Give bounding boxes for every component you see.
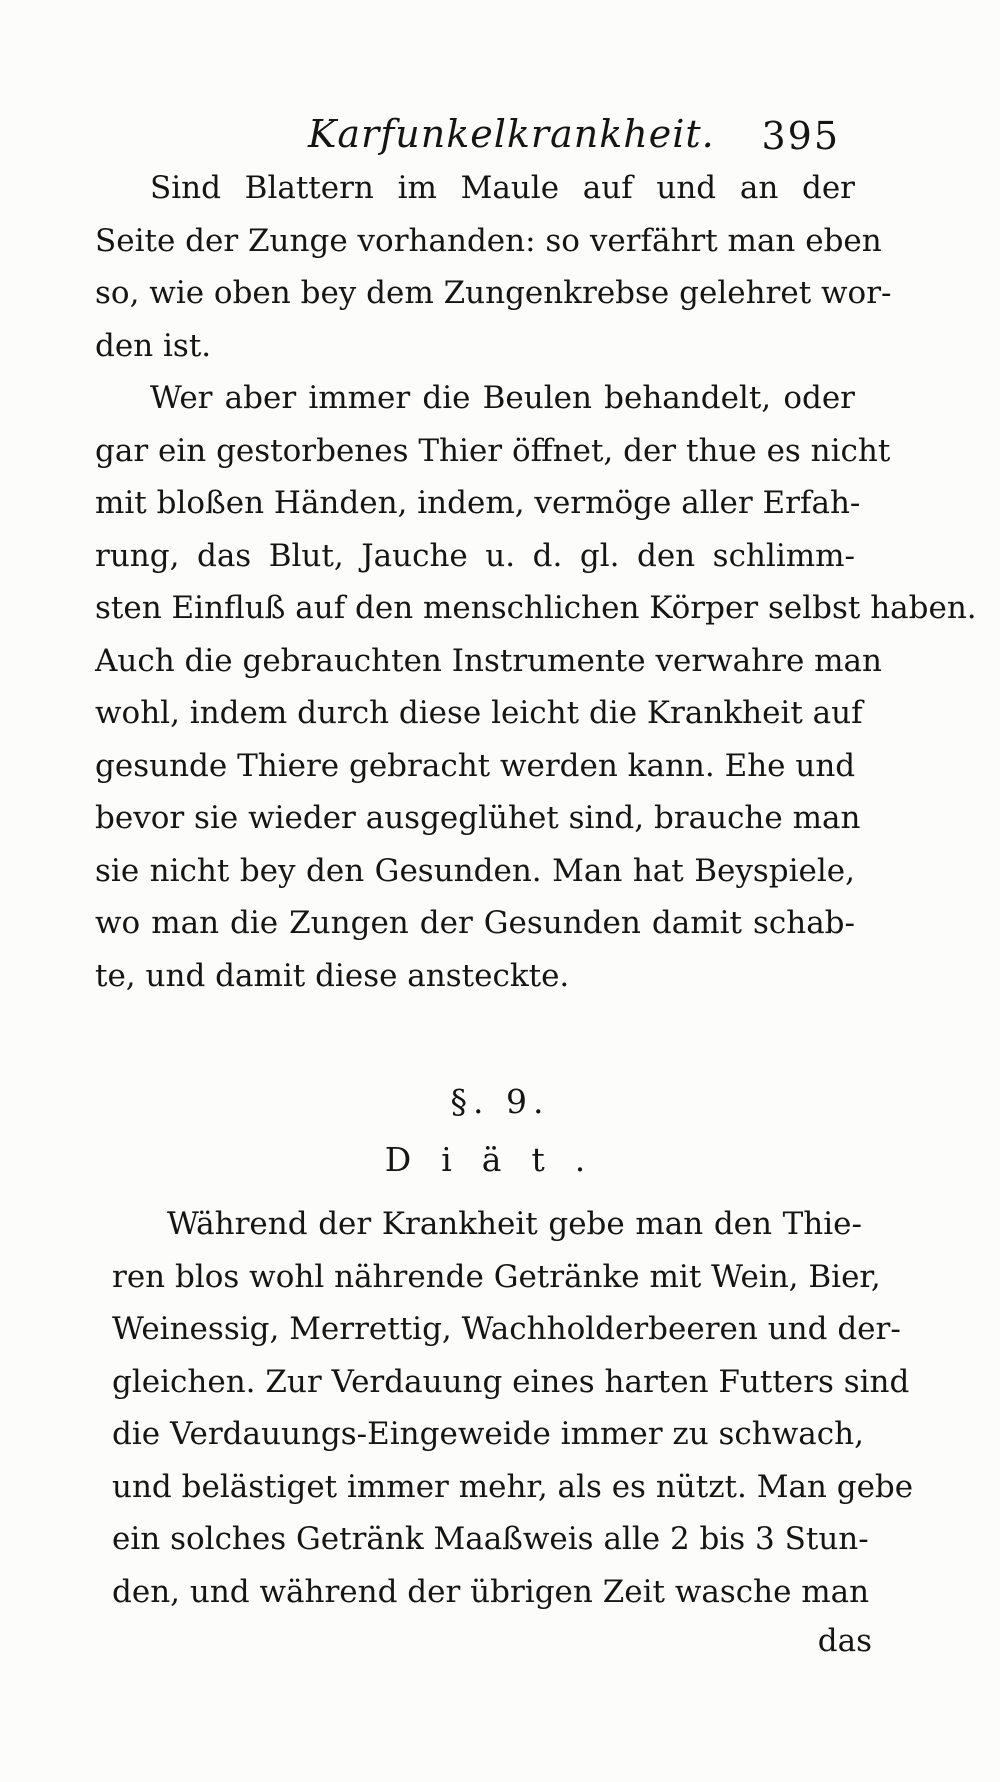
- running-head: Karfunkelkrankheit.: [308, 112, 715, 156]
- text-line: so, wie oben bey dem Zungenkrebse gelehret wor-: [95, 275, 892, 311]
- text-line: bevor sie wieder ausgeglühet sind, brauche man: [95, 800, 861, 836]
- text-line: gar ein gestorbenes Thier öffnet, der thue es nicht: [95, 432, 891, 469]
- text-line: und belästiget immer mehr, als es nützt. Man gebe: [112, 1468, 914, 1505]
- section-title: Diät.: [384, 1140, 616, 1179]
- text-line: te, und damit diese ansteckte.: [95, 957, 570, 994]
- text-line: gesunde Thiere gebracht werden kann. Ehe und: [95, 747, 856, 784]
- text-line: rung, das Blut, Jauche u. d. gl. den schlimm-: [95, 537, 855, 574]
- text-line: Auch die gebrauchten Instrumente verwahre man: [95, 642, 882, 679]
- paragraph-2: [95, 372, 977, 1002]
- paragraph-1: [95, 162, 892, 372]
- text-line: Sind Blattern im Maule auf und an der: [150, 170, 855, 206]
- text-line: Wer aber immer die Beulen behandelt, oder: [150, 380, 855, 416]
- text-line: die Verdauungs-Eingeweide immer zu schwach,: [112, 1416, 864, 1452]
- page-number: 395: [761, 114, 840, 158]
- text-line: ein solches Getränk Maaßweis alle 2 bis 3 Stun-: [112, 1521, 869, 1557]
- catchword: das: [817, 1623, 872, 1659]
- text-line: gleichen. Zur Verdauung eines harten Futters sind: [112, 1363, 910, 1400]
- paragraph-3: [112, 1198, 914, 1618]
- text-line: Weinessig, Merrettig, Wachholderbeeren und der-: [112, 1311, 901, 1347]
- text-line: den, und während der übrigen Zeit wasche man: [112, 1573, 870, 1610]
- text-line: ren blos wohl nährende Getränke mit Wein, Bier,: [112, 1258, 881, 1295]
- text-line: sie nicht bey den Gesunden. Man hat Beyspiele,: [95, 852, 855, 889]
- text-line: mit bloßen Händen, indem, vermöge aller Erfah-: [95, 485, 861, 521]
- section-number: §. 9.: [450, 1082, 550, 1121]
- text-line: Seite der Zunge vorhanden: so verfährt man eben: [95, 222, 882, 259]
- text-line: wohl, indem durch diese leicht die Krankheit auf: [95, 695, 863, 731]
- text-line: den ist.: [95, 327, 212, 364]
- text-line: sten Einfluß auf den menschlichen Körper selbst haben.: [95, 590, 977, 626]
- text-line: wo man die Zungen der Gesunden damit schab-: [95, 905, 855, 941]
- text-line: Während der Krankheit gebe man den Thie-: [167, 1206, 862, 1242]
